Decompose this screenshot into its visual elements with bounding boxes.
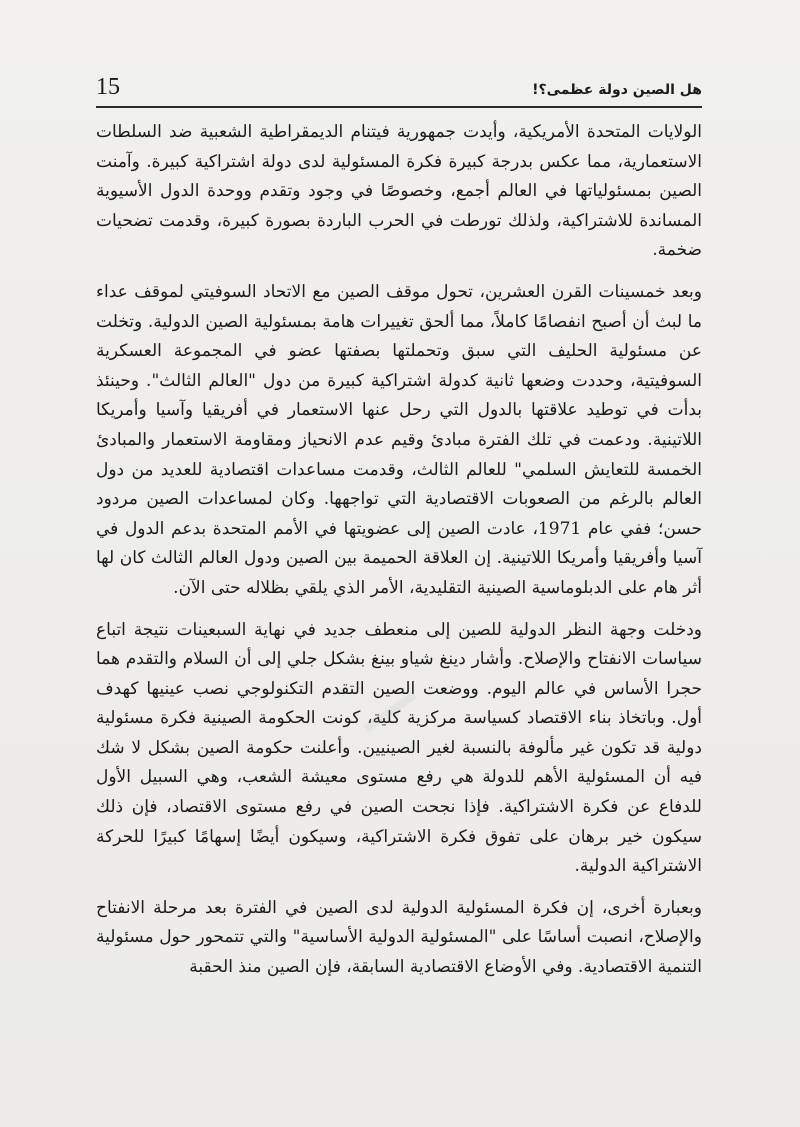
page-number: 15 <box>96 74 120 100</box>
paragraph-3: ودخلت وجهة النظر الدولية للصين إلى منعطف جديد في نهاية السبعينات نتيجة اتباع سياسات الانفتاح والإصلاح. وأشار دينغ شياو بينغ بشكل جلي إلى أن السلام والتقدم هما حجرا الأساس في عالم اليوم. ووضعت الصين التقدم التكنولوجي نصب عينيها كهدف أول. وباتخاذ بناء الاقتصاد كسياسة مركزية كلية، كونت الحكومة الصينية فكرة مسئولية دولية قد تكون غير مألوفة بالنسبة لغير الصينيين. وأعلنت حكومة الصين بشكل لا شك فيه أن المسئولية الأهم للدولة هي رفع مستوى معيشة الشعب، وهي السبيل الأول للدفاع عن فكرة الاشتراكية. فإذا نجحت الصين في رفع مستوى الاقتصاد، فإن ذلك سيكون خير برهان على تفوق فكرة الاشتراكية، وسيكون أيضًا إسهامًا كبيرًا للحركة الاشتراكية الدولية. <box>96 619 702 877</box>
header-rule <box>96 106 702 108</box>
paragraph-4: وبعبارة أخرى، إن فكرة المسئولية الدولية لدى الصين في الفترة بعد مرحلة الانفتاح والإصلاح، انصبت أساسًا على "المسئولية الدولية الأساسية" والتي تتمحور حول مسئولية التنمية الاقتصادية. وفي الأوضاع الاقتصادية السابقة، فإن الصين منذ الحقبة <box>96 897 702 978</box>
paragraph-1: الولايات المتحدة الأمريكية، وأيدت جمهورية فيتنام الديمقراطية الشعبية ضد السلطات الاستعمارية، مما عكس بدرجة كبيرة فكرة المسئولية لدى دولة اشتراكية كبيرة. وآمنت الصين بمسئولياتها في العالم أجمع، وخصوصًا في وجود وتقدم ووحدة الدول الأسيوية المساندة للاشتراكية، ولذلك تورطت في الحرب الباردة بصورة كبيرة، وقدمت تضحيات ضخمة. <box>96 122 702 261</box>
page-header <box>96 72 702 112</box>
body-text <box>96 118 702 983</box>
paragraph-2: وبعد خمسينات القرن العشرين، تحول موقف الصين مع الاتحاد السوفيتي لموقف عداء ما لبث أن أصبح انفصامًا كاملاً، مما ألحق تغييرات هامة بمسئولية الصين الدولية. وتخلت عن مسئولية الحليف التي سبق وتحملتها بصفتها عضو في المجموعة العسكرية السوفيتية، وحددت وضعها ثانية كدولة اشتراكية كبيرة من دول "العالم الثالث". وحينئذ بدأت في توطيد علاقتها بالدول التي رحل عنها الاستعمار في أفريقيا وآسيا وأمريكا اللاتينية. ودعمت في تلك الفترة مبادئ وقيم عدم الانحياز ومقاومة الاستعمار والمبادئ الخمسة للتعايش السلمي" للعالم الثالث، وقدمت مساعدات اقتصادية للعديد من دول العالم بالرغم من الصعوبات الاقتصادية التي تواجهها. وكان لمساعدات الصين مردود حسن؛ ففي عام 1971، عادت الصين إلى عضويتها في الأمم المتحدة بدعم الدول في آسيا وأفريقيا وأمريكا اللاتينية. إن العلاقة الحميمة بين الصين ودول العالم الثالث كان لها أثر هام على الدبلوماسية الصينية التقليدية، الأمر الذي يلقي بظلاله حتى الآن. <box>96 281 702 598</box>
running-title: هل الصين دولة عظمى؟! <box>532 82 702 98</box>
